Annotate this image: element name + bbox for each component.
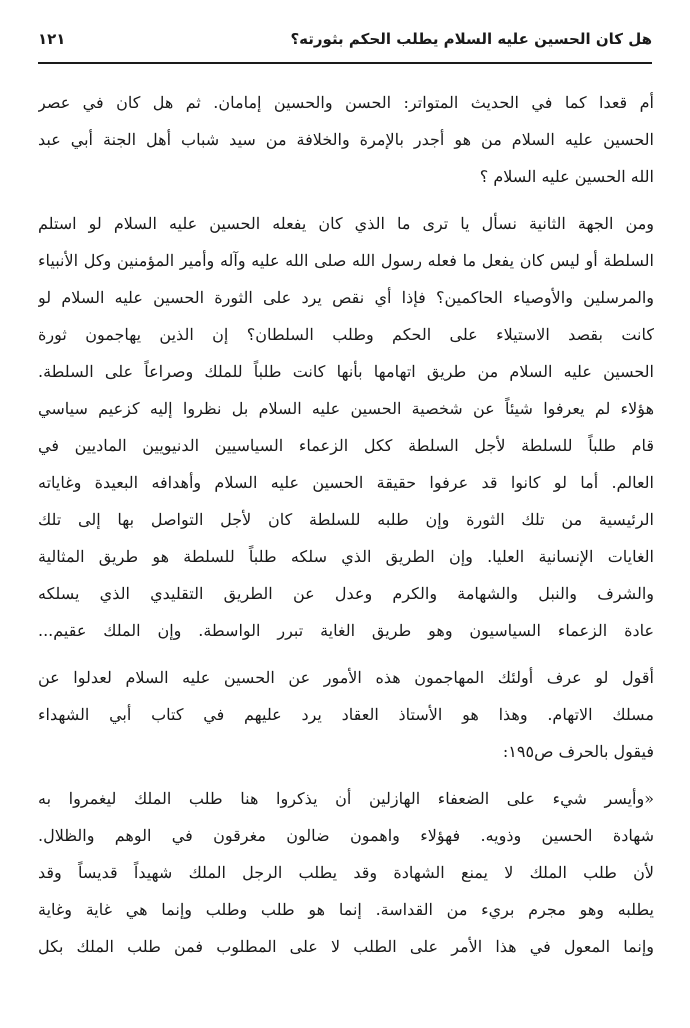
text-line: الرئيسية من تلك الثورة وإن طلبه للسلطة كان لأجل التواصل بها إلى تلك — [38, 510, 654, 529]
page-number: ١٢١ — [38, 30, 66, 48]
text-line: يطلبه وهو مجرم بريء من القداسة. إنما هو طلب وطلب وإنما هي غاية وغاية — [38, 900, 654, 919]
text-line: الله الحسين عليه السلام ؟ — [479, 167, 654, 186]
header-rule — [38, 62, 652, 64]
text-line: كانت بقصد الاستيلاء على الحكم وطلب السلطان؟ إن الذين يهاجمون ثورة — [38, 325, 654, 344]
text-line: السلطة أو ليس كان يفعل ما فعله رسول الله صلى الله عليه وآله وأمير المؤمنين وكل الأنبياء — [38, 251, 654, 270]
text-line: أم قعدا كما في الحديث المتواتر: الحسن والحسين إمامان. ثم هل كان في عصر — [38, 93, 654, 112]
text-line: أقول لو عرف أولئك المهاجمون هذه الأمور عن الحسين عليه السلام لعدلوا عن — [38, 668, 654, 687]
text-line: والمرسلين والأوصياء الحاكمين؟ فإذا أي نقص يرد على الثورة الحسين عليه السلام لو — [38, 288, 654, 307]
paragraph-3 — [38, 659, 654, 770]
paragraph-gap — [38, 649, 654, 659]
paragraph-2 — [38, 205, 654, 649]
text-line: ومن الجهة الثانية نسأل يا ترى ما الذي كان يفعله الحسين عليه السلام لو استلم — [38, 214, 654, 233]
text-line: عادة الزعماء السياسيون وهو طريق الغاية تبرر الواسطة. وإن الملك عقيم... — [38, 621, 654, 640]
text-line: العالم. أما لو كانوا قد عرفوا حقيقة الحسين عليه السلام وأهدافه البعيدة وغاياته — [38, 473, 654, 492]
paragraph-gap — [38, 770, 654, 780]
text-line: قام طلباً للسلطة لأجل السلطة ككل الزعماء السياسيين الدنيويين الماديين في — [38, 436, 654, 455]
paragraph-1 — [38, 84, 654, 195]
text-line: لأن طلب الملك لا يمنع الشهادة وقد يطلب الرجل الملك شهيداً قديساً وقد — [38, 863, 654, 882]
page-body — [38, 84, 654, 965]
paragraph-gap — [38, 195, 654, 205]
text-line: فيقول بالحرف ص١٩٥: — [502, 742, 654, 761]
running-title: هل كان الحسين عليه السلام يطلب الحكم بثورته؟ — [290, 30, 652, 48]
text-line: هؤلاء لم يعرفوا شيئاً عن شخصية الحسين عليه السلام بل نظروا إليه كزعيم سياسي — [38, 399, 654, 418]
text-line: وإنما المعول في هذا الأمر على الطلب لا على المطلوب فمن طلب الملك بكل — [38, 937, 654, 956]
text-line: الحسين عليه السلام من طريق اتهامها بأنها كانت طلباً للملك وصراعاً على السلطة. — [38, 362, 654, 381]
text-line: «وأيسر شيء على الضعفاء الهازلين أن يذكروا هنا طلب الملك ليغمروا به — [38, 789, 654, 808]
text-line: الحسين عليه السلام من هو أجدر بالإمرة والخلافة من سيد شباب أهل الجنة أبي عبد — [38, 130, 654, 149]
text-line: والشرف والنبل والشهامة والكرم وعدل عن الطريق التقليدي الذي يسلكه — [38, 584, 654, 603]
text-line: مسلك الاتهام. وهذا هو الأستاذ العقاد يرد عليهم في كتاب أبي الشهداء — [38, 705, 654, 724]
paragraph-4-quote — [38, 780, 654, 965]
text-line: الغايات الإنسانية العليا. وإن الطريق الذي سلكه طلباً للسلطة هو طريق المثالية — [38, 547, 654, 566]
page-header — [38, 22, 652, 60]
text-line: شهادة الحسين وذويه. فهؤلاء واهمون ضالون مغرقون في الوهم والظلال. — [38, 826, 654, 845]
